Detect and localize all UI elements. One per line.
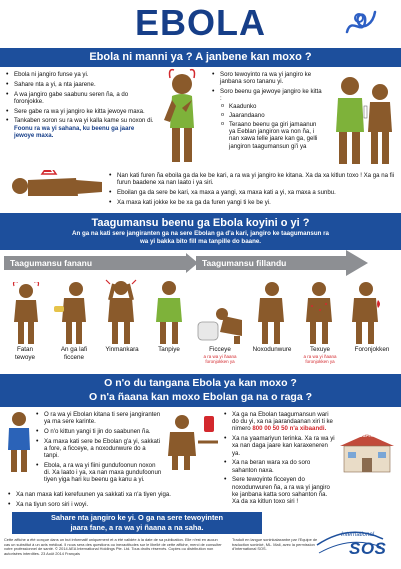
list-item: • Soro beenu ga jewoye jangiro ke kitta : o Kaadunko o Jaarandaano o Teraano beenu ga giri jamaanun ya Eeblan jangiron wa non ña, i nan xawa telle jaare kan ga, gelli jangiron taagumansun gi'i ya [212, 88, 324, 150]
section2-subtitle: An ga na kati sere jangiranten ga na sere Ebolan ga d'a kari, jangiro ke taagumansun ra wa yi bakka bito fill ma tanpille do baane. [72, 230, 329, 245]
sick-person-illustration [156, 68, 208, 168]
late-stage-bar [196, 256, 346, 270]
section1-sublist [220, 103, 324, 149]
lying-sick-person-illustration [6, 170, 106, 204]
symptom-warning: a ra wa yi ñaana foronjokken ya [203, 354, 237, 364]
list-item: • Sahare nta a yi, a nta jaarene. [6, 81, 156, 88]
list-item: • Xa ga na Ebolan taagumansun wari do du yi, xa na jaarandaanan xiri ti ke nimero 800 00 50 50 n'a xibaandi. [224, 411, 336, 433]
section3-heading-1: O n'o du tangana Ebola ya kan moxo ? [104, 377, 297, 389]
rash-figure [300, 280, 338, 346]
section3-bottom-list [8, 491, 248, 511]
international-sos-logo [315, 527, 385, 561]
list-item: o Teraano beenu ga giri jamaanun ya Eeblan jangiron wa non ña, i nan xawa telle jaare kan ga, gelli jangiron taagumansun gi'i ya [220, 121, 324, 150]
closing-banner [12, 512, 262, 534]
title-bar [0, 0, 401, 46]
appetite-loss-figure [54, 280, 94, 346]
list-item: • Ebola ni jangiro funse ya yi. [6, 71, 156, 78]
list-item: • Xa na tiyun soro siri i woyi. [8, 501, 248, 508]
section1-heading-band [0, 48, 401, 67]
list-item: o Kaadunko [220, 103, 324, 110]
symptom-label: An ga lafi ficcene [60, 346, 88, 361]
list-item: • Xa na beran wara xa do soro sahanton naxa. [224, 459, 336, 473]
vomiting-figure [196, 296, 244, 346]
ebola-virus-icon [343, 6, 379, 40]
list-item: • Nan kati furen ña eboila ga da ke be kari, a ra wa yi jangiro ke kitana. Xa da xa kitlun toxo ! Xa ga na fii furun baadene xa nan laato i ya siri. [109, 172, 395, 186]
section2-heading: Taagumansu beenu ga Ebola koyini o yi ? [91, 217, 310, 229]
caregivers-illustration [328, 70, 400, 170]
closing-line-2: jaara fane, a ra wa yi ñaana a na saha. [70, 523, 204, 532]
sos-brand: SOS [349, 539, 387, 558]
section3-left-list [36, 411, 162, 486]
section3-heading-2: O n'a ñaana kan moxo Ebolan ga na o raga ? [88, 391, 313, 403]
footer-disclaimer: Cette affiche a été conçue dans un but informatif uniquement et a été validée à la date de sa publication. Elle n'est en aucun cas un substitut à un avis médical. Il nous sera des questions ou inexactitudes sur le libellé de cette affiche, merci de consulter votre professionnel de santé. © 2014 AEA International Holdings Pte. Ltd. Tous droits réservés. Copies ou distribution non autorisées interdites. 23 Août 2014 Français [4, 537, 222, 556]
list-item: • Tankaben soron su ra wa yi kalla kame su noxon di. Foonu ra wa yi sahana, ku beenu ga jaare jewoye maxa. [6, 117, 156, 139]
sos-brand-top: International [341, 532, 375, 538]
list-item: • O ra wa yi Ebolan kitana ti sere jangiranten ya ma sere karinte. [36, 411, 162, 425]
symptom-label: Fatan tewoye [15, 346, 35, 361]
symptom-figures-row [0, 276, 401, 368]
list-item: • Xa na yaamariyun terinka. Xa ra wa yi xa nan daga jaare kan karaxeneren ya. [224, 435, 336, 457]
hospital-sign: HOSPITAL [355, 433, 379, 438]
symptom-label: Ficceye [209, 346, 231, 353]
bleeding-figure [348, 280, 388, 346]
list-item: o Jaarandaano [220, 112, 324, 119]
late-stage-label: Taagumansu fillandu [202, 258, 287, 268]
list-item: • Xa nan maxa kati kerefuunen ya sakkati xa n'a tiyen yiga. [8, 491, 248, 498]
list-item: • Soro tewoyinto ra wa yi jangiro ke janbana soro tananu yi. [212, 71, 324, 85]
section1-right-list [212, 71, 324, 152]
headache-figure [102, 278, 140, 346]
fever-figure [8, 282, 44, 346]
list-item: • Sere tewoyinte ficceyen do noxodunwuren ña, a ra wa yi jangiro ke janbana katta soro sahanton ña. Xa da xa kitlun toxo siri ! [224, 476, 336, 505]
hospital-illustration [338, 432, 396, 474]
list-item: • O n'o kittun yangi ti jin do saabunen ña. [36, 428, 162, 435]
symptom-label: Yinmankara [105, 346, 139, 353]
diarrhea-figure [252, 280, 292, 346]
symptom-warning: a ra wa yi ñaana foronjokken ya [303, 354, 337, 364]
section3-heading-band [0, 374, 401, 407]
list-item: • Ebola, a ra wa yi fiini gundufoonun noxon di. Xa laato i ya, xa nan maxa gundufoonun tiyen yiga hari ku beenu ga kanu a yi. [36, 462, 162, 484]
symptom-label: Tanpiye [158, 346, 180, 353]
list-item: • A wa jangiro gabe saabunu seren ña, a do foronjokke. [6, 91, 156, 105]
early-stage-label: Taagumansu fananu [10, 258, 93, 268]
symptom-label: Noxodunwure [252, 346, 292, 353]
handwashing-person-illustration [4, 410, 34, 474]
section1-heading: Ebola ni manni ya ? A janbene kan moxo ? [89, 51, 312, 63]
section1-left-list [6, 71, 156, 142]
list-item: • Eboilan ga da sere be kari, xa maxa a yangi, xa maxa kati a yi, xa maxa a sunbu. [109, 189, 395, 196]
symptom-label: Texuye [310, 346, 330, 353]
section2-heading-band [0, 213, 401, 250]
list-item: • Xa maxa kati jokke ke be xa ga da furen yangi ti ke be yi. [109, 199, 395, 206]
list-item: • Sere gabe ra wa yi jangiro ke kitta jewoye maxa. [6, 108, 156, 115]
phone-call-illustration [164, 412, 222, 472]
list-item: • Xa maxa kati sere be Ebolan g'a yi, sakkati a fore, a ficceye, a noxodunwure do a tanpi. [36, 438, 162, 460]
section1-bottom-list [109, 172, 395, 209]
footer-translation-credit: Traduit en langue soninkalaxanbe par l'Equipe de traduction soninké, ML. Mali, avec la permission d'International SOS. [232, 537, 318, 552]
page-title: EBOLA [135, 2, 266, 43]
late-stage-arrow-icon [346, 250, 368, 276]
early-stage-bar [4, 256, 186, 270]
stomach-ache-figure [150, 278, 188, 346]
symptom-label: Foronjokken [354, 346, 390, 353]
closing-line-1: Sahare nta jangiro ke yi. O ga na sere tewoyinten [50, 513, 224, 522]
